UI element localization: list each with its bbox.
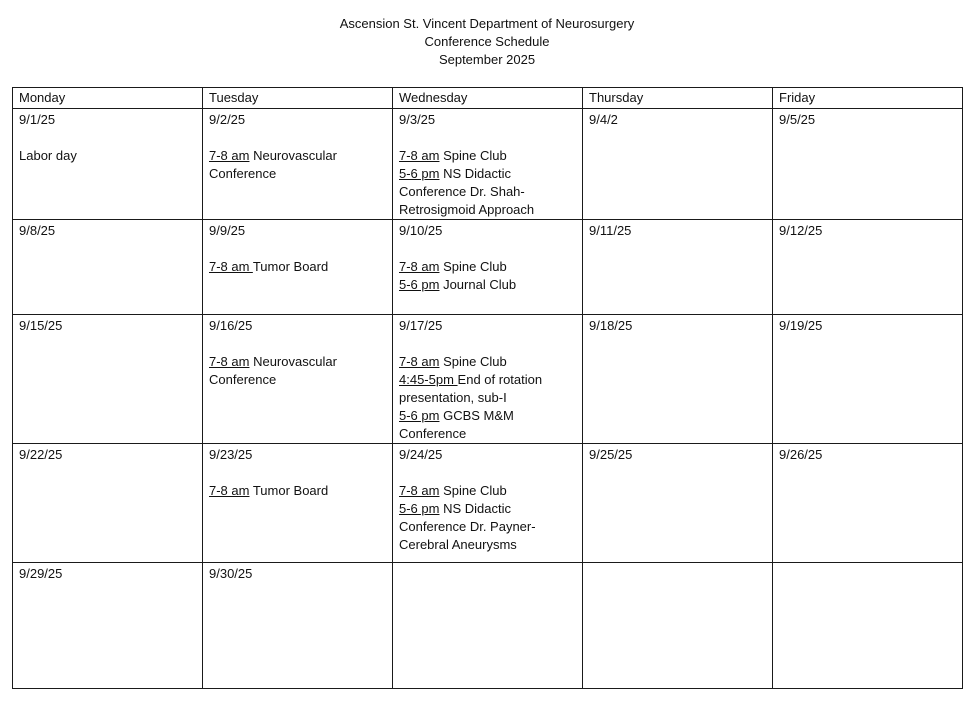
column-header-tuesday: Tuesday [203, 88, 393, 109]
event-title: Neurovascular Conference [209, 354, 337, 387]
event-entry [209, 147, 386, 183]
cell-date: 9/10/25 [399, 223, 443, 238]
event-entry [399, 353, 576, 371]
day-cell-friday-empty [773, 563, 963, 689]
event-entry [209, 482, 386, 500]
week-row [13, 563, 963, 689]
event-entry [209, 258, 386, 276]
cell-date: 9/19/25 [779, 318, 823, 333]
day-cell-wednesday [393, 315, 583, 444]
event-entry [209, 353, 386, 389]
event-time: 5-6 pm [399, 501, 440, 516]
department-name: Ascension St. Vincent Department of Neurosurgery [339, 16, 635, 31]
holiday-note: Labor day [19, 148, 77, 163]
day-cell-friday [773, 444, 963, 563]
cell-date: 9/16/25 [209, 318, 253, 333]
cell-date: 9/15/25 [19, 318, 63, 333]
event-time: 7-8 am [399, 148, 440, 163]
day-cell-thursday [583, 315, 773, 444]
cell-date: 9/29/25 [19, 566, 63, 581]
day-cell-tuesday [203, 220, 393, 315]
event-time: 5-6 pm [399, 277, 440, 292]
cell-date: 9/8/25 [19, 223, 56, 238]
event-entry [399, 500, 576, 554]
cell-date: 9/5/25 [779, 112, 816, 127]
event-entry [399, 147, 576, 165]
event-entry [399, 371, 576, 407]
event-entry [399, 407, 576, 443]
day-cell-wednesday [393, 444, 583, 563]
cell-date: 9/24/25 [399, 447, 443, 462]
event-time: 7-8 am [399, 483, 440, 498]
cell-date: 9/3/25 [399, 112, 436, 127]
cell-date: 9/25/25 [589, 447, 633, 462]
event-time: 7-8 am [209, 259, 253, 274]
schedule-month: September 2025 [438, 52, 536, 67]
week-row [13, 220, 963, 315]
event-time: 7-8 am [209, 483, 250, 498]
conference-schedule-table [12, 87, 963, 689]
header-row [13, 88, 963, 109]
cell-date: 9/12/25 [779, 223, 823, 238]
event-title: End of rotation presentation, sub-I [399, 372, 543, 405]
event-title: GCBS M&M Conference [399, 408, 514, 441]
event-time: 4:45-5pm [399, 372, 458, 387]
day-cell-thursday-empty [583, 563, 773, 689]
cell-date: 9/9/25 [209, 223, 246, 238]
day-cell-wednesday [393, 220, 583, 315]
event-entry [399, 276, 576, 294]
column-header-friday: Friday [773, 88, 963, 109]
event-title: NS Didactic Conference Dr. Payner-Cerebral Aneurysms [399, 501, 536, 552]
week-row [13, 109, 963, 220]
event-title: NS Didactic Conference Dr. Shah-Retrosigmoid Approach [399, 166, 535, 217]
column-header-monday: Monday [13, 88, 203, 109]
day-cell-wednesday-empty [393, 563, 583, 689]
day-cell-tuesday [203, 563, 393, 689]
event-time: 7-8 am [209, 148, 250, 163]
day-cell-monday [13, 315, 203, 444]
day-cell-thursday [583, 444, 773, 563]
day-cell-friday [773, 220, 963, 315]
cell-date: 9/22/25 [19, 447, 63, 462]
cell-date: 9/1/25 [19, 112, 56, 127]
day-cell-monday [13, 563, 203, 689]
cell-date: 9/17/25 [399, 318, 443, 333]
event-time: 7-8 am [399, 354, 440, 369]
event-time: 7-8 am [209, 354, 250, 369]
event-title: Neurovascular Conference [209, 148, 337, 181]
event-title: Tumor Board [252, 259, 329, 274]
event-entry [399, 165, 576, 219]
event-time: 7-8 am [399, 259, 440, 274]
day-cell-tuesday [203, 444, 393, 563]
event-title: Spine Club [439, 148, 507, 163]
column-header-wednesday: Wednesday [393, 88, 583, 109]
column-header-thursday: Thursday [583, 88, 773, 109]
cell-date: 9/4/2 [589, 112, 618, 127]
day-cell-monday [13, 444, 203, 563]
schedule-title: Conference Schedule [424, 34, 550, 49]
cell-date: 9/30/25 [209, 566, 253, 581]
week-row [13, 315, 963, 444]
day-cell-thursday [583, 109, 773, 220]
cell-date: 9/18/25 [589, 318, 633, 333]
event-entry [399, 482, 576, 500]
event-entry [399, 258, 576, 276]
event-time: 5-6 pm [399, 166, 440, 181]
cell-date: 9/11/25 [589, 223, 632, 238]
day-cell-monday [13, 109, 203, 220]
cell-date: 9/2/25 [209, 112, 246, 127]
event-title: Spine Club [439, 354, 507, 369]
event-time: 5-6 pm [399, 408, 440, 423]
event-title: Spine Club [439, 483, 507, 498]
event-title: Journal Club [439, 277, 517, 292]
day-cell-thursday [583, 220, 773, 315]
day-cell-tuesday [203, 315, 393, 444]
cell-date: 9/26/25 [779, 447, 823, 462]
document-title [0, 15, 974, 69]
week-row [13, 444, 963, 563]
event-title: Tumor Board [249, 483, 329, 498]
day-cell-friday [773, 109, 963, 220]
day-cell-wednesday [393, 109, 583, 220]
day-cell-friday [773, 315, 963, 444]
day-cell-monday [13, 220, 203, 315]
day-cell-tuesday [203, 109, 393, 220]
cell-date: 9/23/25 [209, 447, 253, 462]
event-title: Spine Club [439, 259, 507, 274]
